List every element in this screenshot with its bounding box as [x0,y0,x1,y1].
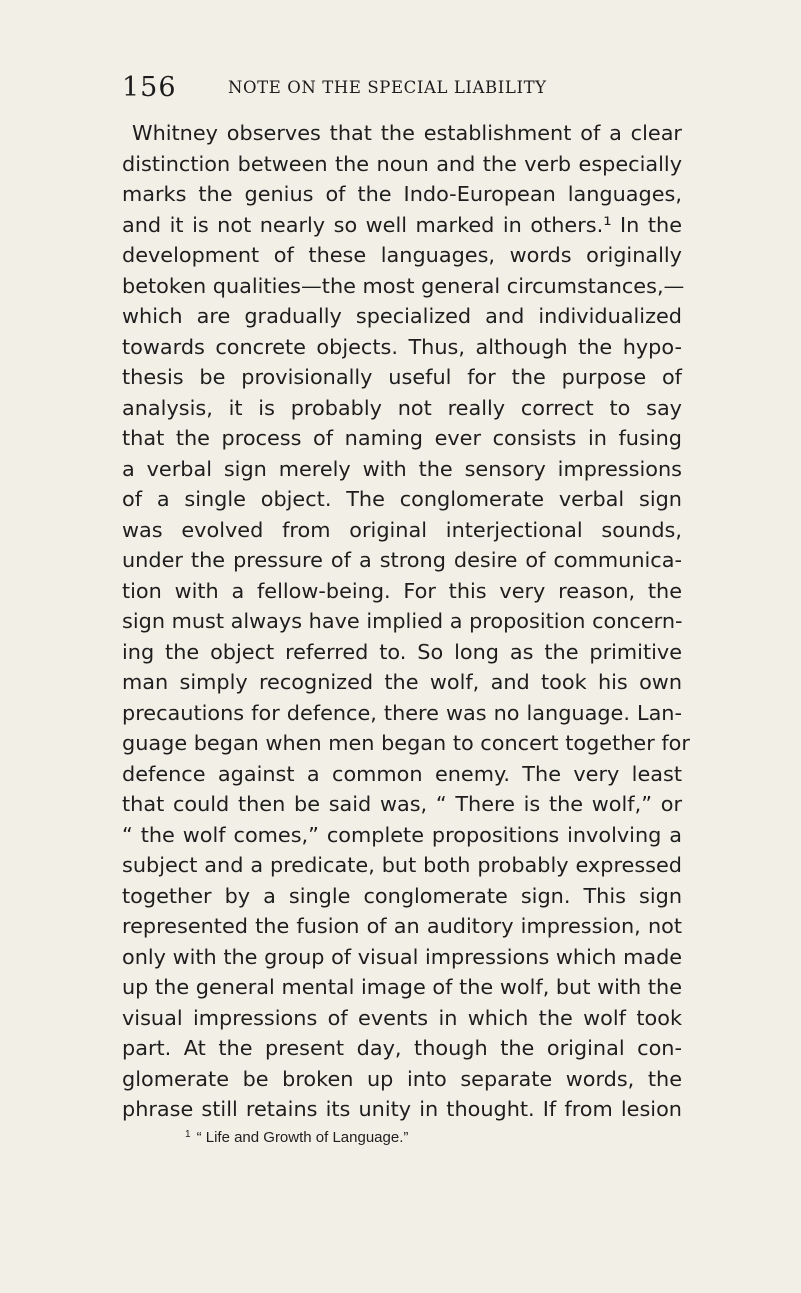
text-line: ing the object referred to. So long as the primitive [122,639,682,664]
text-line: man simply recognized the wolf, and took his own [122,670,682,694]
text-line: towards concrete objects. Thus, although the hypo- [122,334,682,359]
footnote-text: “ Life and Growth of Language.” [196,1129,409,1146]
text-line: distinction between the noun and the verb especially [122,151,682,176]
body-paragraph [122,118,690,1125]
text-line: “ the wolf comes,” complete propositions involving a [122,822,682,847]
text-line: precautions for defence, there was no language. Lan- [122,700,682,725]
text-line: which are gradually specialized and individualized [122,304,682,328]
page-header [122,70,682,104]
text-line: a verbal sign merely with the sensory impressions [122,456,682,481]
text-line: and it is not nearly so well marked in others.¹ In the [122,212,682,237]
text-line: part. At the present day, though the original con- [122,1036,682,1060]
footnote [185,1129,408,1146]
page-number: 156 [122,72,177,103]
text-line: analysis, it is probably not really correct to say [122,395,682,420]
footnote-marker: 1 [185,1129,191,1140]
text-line: glomerate be broken up into separate words, the [122,1066,682,1091]
running-head: NOTE ON THE SPECIAL LIABILITY [228,78,547,97]
text-line: sign must always have implied a proposition concern- [122,609,683,633]
text-line: Whitney observes that the establishment of a clear [132,121,682,145]
text-line: development of these languages, words originally [122,243,682,267]
text-line: under the pressure of a strong desire of communica- [122,548,682,572]
text-line: of a single object. The conglomerate verbal sign [122,487,682,511]
text-line: that could then be said was, “ There is the wolf,” or [122,792,682,816]
text-line: thesis be provisionally useful for the purpose of [122,365,682,389]
text-line: only with the group of visual impressions which made [122,944,683,969]
text-line: visual impressions of events in which the wolf took [122,1005,682,1030]
text-line: that the process of naming ever consists in fusing [122,426,682,450]
text-line: up the general mental image of the wolf, but with the [122,975,682,999]
text-line: defence against a common enemy. The very least [122,761,682,786]
text-line: together by a single conglomerate sign. This sign [122,883,682,908]
text-line: was evolved from original interjectional sounds, [122,517,682,542]
text-line: tion with a fellow-being. For this very reason, the [122,578,682,603]
text-line: represented the fusion of an auditory impression, not [122,914,682,938]
text-line: betoken qualities—the most general circumstances,— [122,273,685,298]
text-line: phrase still retains its unity in thought. If from lesion [122,1097,682,1121]
text-line: subject and a predicate, but both probably expressed [122,853,682,877]
text-line: guage began when men began to concert together for [122,731,690,755]
text-line: marks the genius of the Indo-European languages, [122,182,682,206]
